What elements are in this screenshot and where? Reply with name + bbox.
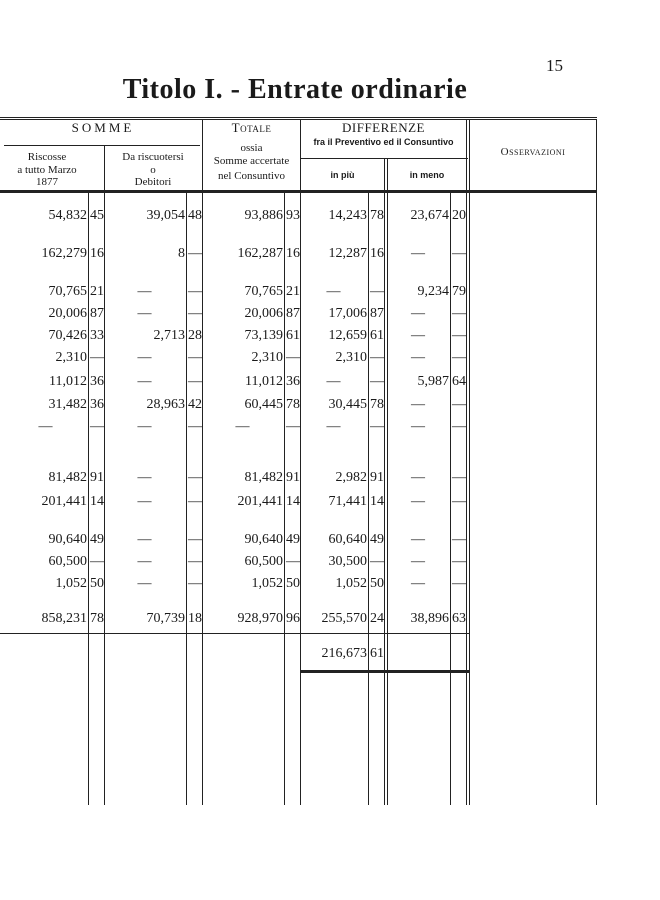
cell-riscosse-amount: 11,012: [49, 374, 87, 389]
cell-meno-amount: —: [411, 470, 425, 485]
cell-riscosse-cents: 21: [90, 284, 104, 299]
cell-riscosse-amount: —: [38, 419, 53, 434]
cell-riscuotersi-amount: 8: [178, 246, 185, 261]
total-riscuotersi-cents: 18: [188, 611, 202, 626]
cell-piu-amount: —: [326, 284, 341, 299]
cell-totale-cents: 21: [286, 284, 300, 299]
total-meno-amount: 38,896: [410, 611, 449, 626]
cell-totale-amount: 73,139: [244, 328, 283, 343]
cell-piu-cents: 91: [370, 470, 384, 485]
cell-totale-amount: 81,482: [244, 470, 283, 485]
cell-piu-amount: 30,445: [328, 397, 367, 412]
header-totale: Totale ossia Somme accertate nel Consuntivo: [213, 120, 290, 183]
cell-totale-cents: 93: [286, 208, 300, 223]
cell-meno-cents: —: [452, 494, 466, 509]
cell-totale-amount: 1,052: [251, 576, 283, 591]
cell-meno-cents: —: [452, 397, 466, 412]
cell-piu-amount: 2,310: [335, 350, 367, 365]
cell-piu-amount: 17,006: [328, 306, 367, 321]
cell-totale-amount: 60,445: [244, 397, 283, 412]
cell-riscosse-cents: 16: [90, 246, 104, 261]
net-difference-cents: 61: [370, 646, 384, 661]
cell-meno-cents: —: [452, 419, 466, 434]
cell-riscosse-amount: 31,482: [48, 397, 87, 412]
cell-piu-amount: —: [326, 419, 341, 434]
header-da-riscuotersi: Da riscuotersi o Debitori: [122, 151, 184, 189]
cell-riscosse-amount: 1,052: [55, 576, 87, 591]
cell-riscuotersi-cents: —: [188, 554, 202, 569]
cell-totale-cents: 36: [286, 374, 300, 389]
cell-totale-amount: 90,640: [244, 532, 283, 547]
cell-riscuotersi-cents: 42: [188, 397, 202, 412]
total-piu-amount: 255,570: [321, 611, 367, 626]
cell-riscuotersi-amount: 2,713: [153, 328, 185, 343]
cell-piu-cents: 50: [370, 576, 384, 591]
cell-riscosse-amount: 90,640: [48, 532, 87, 547]
total-riscuotersi-amount: 70,739: [146, 611, 185, 626]
cell-piu-cents: 49: [370, 532, 384, 547]
cell-meno-cents: —: [452, 470, 466, 485]
cell-totale-amount: —: [235, 419, 250, 434]
header-riscosse: Riscosse a tutto Marzo 1877: [17, 151, 77, 189]
net-difference-amount: 216,673: [321, 646, 367, 661]
cell-piu-cents: 16: [370, 246, 384, 261]
cell-meno-cents: 20: [452, 208, 466, 223]
cell-riscosse-amount: 81,482: [48, 470, 87, 485]
cell-totale-cents: 61: [286, 328, 300, 343]
cell-piu-amount: 2,982: [335, 470, 367, 485]
cell-piu-cents: 87: [370, 306, 384, 321]
cell-riscuotersi-cents: —: [188, 494, 202, 509]
cell-riscuotersi-amount: —: [137, 494, 152, 509]
cell-meno-cents: 79: [452, 284, 466, 299]
cell-totale-cents: 50: [286, 576, 300, 591]
cell-totale-cents: 14: [286, 494, 300, 509]
cell-riscuotersi-amount: —: [137, 419, 152, 434]
cell-meno-amount: —: [411, 419, 425, 434]
cell-riscosse-amount: 162,279: [41, 246, 87, 261]
page-number: 15: [546, 56, 563, 75]
cell-riscosse-amount: 70,765: [48, 284, 87, 299]
cell-riscuotersi-cents: —: [188, 470, 202, 485]
cell-totale-amount: 20,006: [244, 306, 283, 321]
cell-riscuotersi-cents: —: [188, 246, 202, 261]
cell-meno-cents: —: [452, 576, 466, 591]
cell-riscosse-amount: 54,832: [48, 208, 87, 223]
cell-riscosse-amount: 2,310: [55, 350, 87, 365]
cell-riscuotersi-cents: —: [188, 532, 202, 547]
cell-piu-amount: —: [326, 374, 341, 389]
total-totale-cents: 96: [286, 611, 300, 626]
cell-totale-amount: 162,287: [237, 246, 283, 261]
cell-totale-amount: 11,012: [245, 374, 283, 389]
cell-meno-amount: —: [411, 328, 425, 343]
cell-riscosse-amount: 70,426: [48, 328, 87, 343]
cell-meno-cents: —: [452, 306, 466, 321]
total-piu-cents: 24: [370, 611, 384, 626]
cell-totale-amount: 70,765: [244, 284, 283, 299]
header-in-piu: in più: [330, 170, 355, 180]
cell-totale-cents: 87: [286, 306, 300, 321]
cell-riscuotersi-amount: —: [137, 470, 152, 485]
cell-meno-amount: —: [411, 350, 425, 365]
cell-piu-amount: 71,441: [328, 494, 367, 509]
header-differenze-sub: fra il Preventivo ed il Consuntivo: [313, 136, 454, 147]
cell-meno-amount: 23,674: [410, 208, 449, 223]
cell-riscosse-amount: 60,500: [48, 554, 87, 569]
cell-meno-amount: 9,234: [417, 284, 449, 299]
cell-riscosse-cents: 87: [90, 306, 104, 321]
cell-piu-cents: 14: [370, 494, 384, 509]
total-riscosse-amount: 858,231: [41, 611, 87, 626]
cell-riscosse-cents: 49: [90, 532, 104, 547]
cell-piu-cents: 78: [370, 397, 384, 412]
cell-riscuotersi-amount: 28,963: [146, 397, 185, 412]
header-osservazioni: Osservazioni: [500, 146, 566, 158]
cell-meno-amount: —: [411, 397, 425, 412]
cell-totale-amount: 93,886: [244, 208, 283, 223]
total-riscosse-cents: 78: [90, 611, 104, 626]
cell-meno-amount: —: [411, 576, 425, 591]
cell-piu-cents: 61: [370, 328, 384, 343]
header-differenze: DIFFERENZE fra il Preventivo ed il Consuntivo: [301, 121, 466, 147]
cell-totale-cents: 91: [286, 470, 300, 485]
cell-riscosse-cents: 36: [90, 374, 104, 389]
cell-totale-cents: —: [286, 419, 300, 434]
cell-riscuotersi-cents: 28: [188, 328, 202, 343]
cell-piu-cents: —: [370, 374, 384, 389]
cell-riscuotersi-amount: —: [137, 306, 152, 321]
cell-piu-amount: 60,640: [328, 532, 367, 547]
cell-piu-amount: 1,052: [335, 576, 367, 591]
cell-meno-amount: —: [411, 246, 425, 261]
cell-piu-amount: 12,287: [328, 246, 367, 261]
cell-piu-amount: 30,500: [328, 554, 367, 569]
cell-piu-cents: —: [370, 284, 384, 299]
cell-totale-amount: 60,500: [244, 554, 283, 569]
cell-meno-amount: —: [411, 532, 425, 547]
cell-riscuotersi-amount: —: [137, 576, 152, 591]
cell-piu-cents: 78: [370, 208, 384, 223]
cell-riscuotersi-cents: —: [188, 306, 202, 321]
cell-riscosse-cents: 91: [90, 470, 104, 485]
cell-riscuotersi-cents: 48: [188, 208, 202, 223]
cell-riscosse-amount: 20,006: [48, 306, 87, 321]
cell-meno-cents: —: [452, 532, 466, 547]
cell-riscuotersi-cents: —: [188, 284, 202, 299]
cell-riscosse-cents: 50: [90, 576, 104, 591]
cell-riscosse-cents: 36: [90, 397, 104, 412]
cell-piu-amount: 14,243: [328, 208, 367, 223]
cell-riscosse-cents: 14: [90, 494, 104, 509]
cell-meno-cents: 64: [452, 374, 466, 389]
cell-totale-cents: 78: [286, 397, 300, 412]
cell-meno-cents: —: [452, 350, 466, 365]
cell-riscuotersi-cents: —: [188, 576, 202, 591]
cell-meno-amount: —: [411, 306, 425, 321]
cell-riscuotersi-amount: —: [137, 554, 152, 569]
cell-meno-amount: —: [411, 554, 425, 569]
cell-riscuotersi-amount: —: [137, 284, 152, 299]
cell-riscosse-cents: 33: [90, 328, 104, 343]
total-meno-cents: 63: [452, 611, 466, 626]
cell-riscosse-cents: —: [90, 350, 104, 365]
cell-riscosse-cents: 45: [90, 208, 104, 223]
header-somme: SOMME: [71, 120, 135, 135]
cell-totale-cents: 49: [286, 532, 300, 547]
cell-totale-amount: 2,310: [251, 350, 283, 365]
cell-totale-cents: —: [286, 554, 300, 569]
cell-totale-cents: —: [286, 350, 300, 365]
cell-meno-cents: —: [452, 328, 466, 343]
cell-riscuotersi-amount: —: [137, 532, 152, 547]
cell-piu-cents: —: [370, 350, 384, 365]
cell-riscuotersi-amount: —: [137, 374, 152, 389]
cell-riscosse-cents: —: [90, 419, 104, 434]
cell-riscuotersi-cents: —: [188, 374, 202, 389]
cell-piu-cents: —: [370, 554, 384, 569]
cell-riscuotersi-cents: —: [188, 419, 202, 434]
page-title: Titolo I. - Entrate ordinarie: [122, 74, 468, 105]
cell-riscosse-amount: 201,441: [41, 494, 87, 509]
header-in-meno: in meno: [409, 170, 445, 180]
cell-riscuotersi-cents: —: [188, 350, 202, 365]
cell-meno-cents: —: [452, 246, 466, 261]
cell-riscosse-cents: —: [90, 554, 104, 569]
total-totale-amount: 928,970: [237, 611, 283, 626]
cell-totale-cents: 16: [286, 246, 300, 261]
cell-meno-cents: —: [452, 554, 466, 569]
cell-piu-amount: 12,659: [328, 328, 367, 343]
cell-meno-amount: 5,987: [417, 374, 449, 389]
cell-meno-amount: —: [411, 494, 425, 509]
cell-totale-amount: 201,441: [237, 494, 283, 509]
cell-riscuotersi-amount: 39,054: [146, 208, 185, 223]
cell-riscuotersi-amount: —: [137, 350, 152, 365]
cell-piu-cents: —: [370, 419, 384, 434]
